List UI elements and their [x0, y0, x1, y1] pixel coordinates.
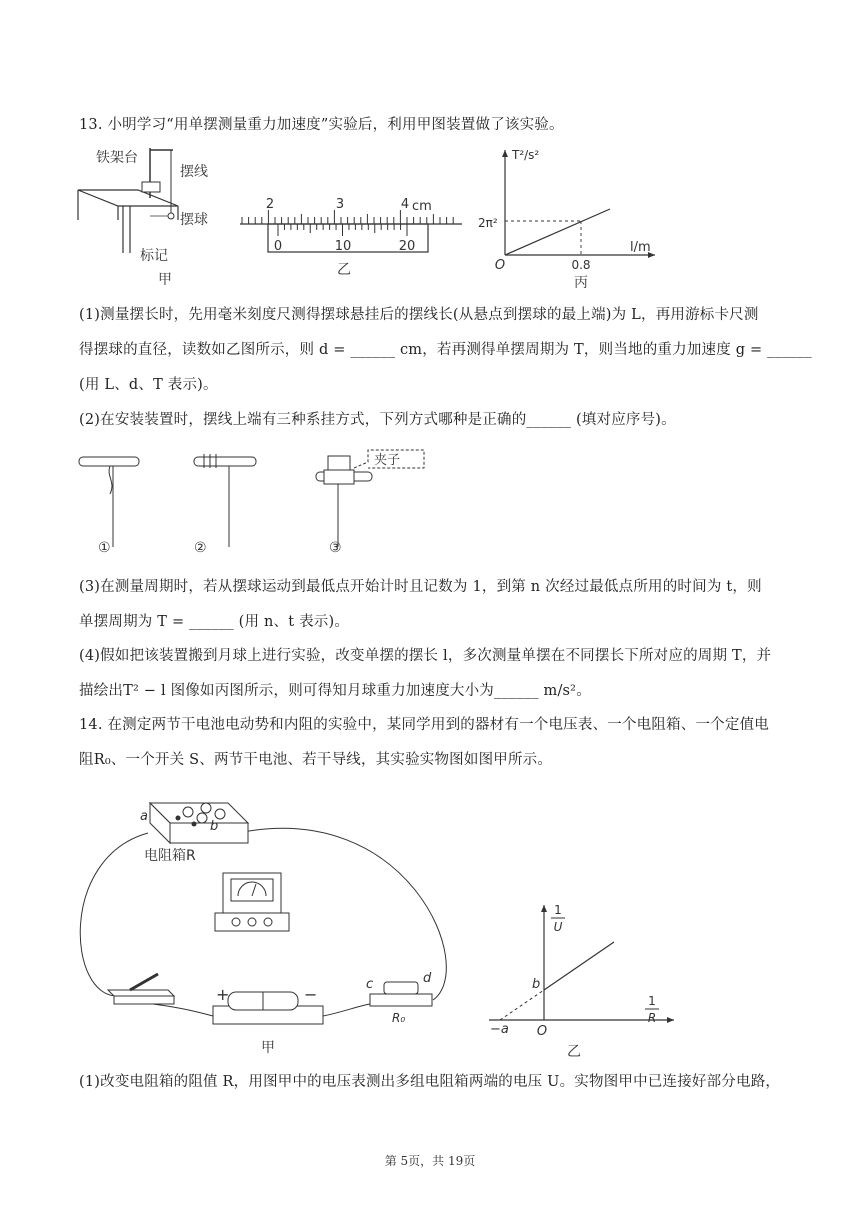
figure-circuit: [78, 768, 458, 1058]
figure-t2-l-graph: [470, 145, 670, 290]
q14-intro-line1: 14. 在测定两节干电池电动势和内阻的实验中，某同学用到的器材有一个电压表、一个电阻箱、一个定值电: [79, 717, 769, 733]
axis-x-label-l: l/m: [630, 240, 651, 255]
caption-yi-13: 乙: [337, 262, 351, 278]
page-footer: 第 5页，共 19页: [384, 1154, 476, 1168]
label-minus: −: [304, 985, 318, 1004]
figure-mount-methods: [76, 442, 436, 554]
label-string: 摆线: [180, 164, 208, 180]
x-label-num: 1: [648, 994, 656, 1008]
caption-jia-14: 甲: [261, 1040, 275, 1056]
vernier-tick-10: 10: [334, 239, 352, 254]
y-label-den: U: [553, 920, 563, 934]
figure-vernier-caliper: [240, 190, 465, 285]
caption-yi-14: 乙: [567, 1044, 581, 1060]
main-tick-2: 2: [265, 197, 275, 212]
label-b: b: [210, 819, 219, 834]
label-r0: R₀: [392, 1011, 406, 1025]
y-label-num: 1: [554, 903, 562, 917]
mount-label-2: ②: [194, 540, 207, 556]
label-clip: 夹子: [374, 453, 401, 468]
q14-intro-line2: 阻R₀、一个开关 S、两节干电池、若干导线，其实验实物图如图甲所示。: [79, 752, 553, 768]
label-iron-stand: 铁架台: [96, 150, 138, 166]
q13-part4-line2: 描绘出T² − l 图像如丙图所示，则可得知月球重力加速度大小为______ m/s²。: [79, 683, 591, 699]
axis-y-label-t2: T²/s²: [512, 148, 540, 162]
label-a: a: [140, 809, 148, 824]
caption-bing: 丙: [574, 275, 588, 291]
q13-part3-line2: 单摆周期为 T = ______ (用 n、t 表示)。: [79, 614, 350, 630]
mount-label-1: ①: [98, 540, 111, 556]
caption-jia-13: 甲: [158, 272, 172, 288]
label-c: c: [366, 977, 374, 992]
figure-pendulum-stand: [78, 138, 238, 288]
unit-cm: cm: [412, 199, 432, 214]
vernier-tick-20: 20: [398, 239, 416, 254]
q13-part1-line1: (1)测量摆长时，先用毫米刻度尺测得摆球悬挂后的摆线长(从悬点到摆球的最上端)为 L，再用游标卡尺测: [79, 307, 759, 323]
q13-part4-line1: (4)假如把该装置搬到月球上进行实验，改变单摆的摆长 l，多次测量单摆在不同摆长下所对应的周期 T，并: [79, 648, 772, 664]
main-tick-3: 3: [335, 197, 345, 212]
x-label-den: R: [647, 1011, 657, 1025]
x-mark-0.8: 0.8: [571, 258, 591, 272]
intercept-neg-a: −a: [490, 1022, 509, 1037]
q14-part1: (1)改变电阻箱的阻值 R，用图甲中的电压表测出多组电阻箱两端的电压 U。实物图甲中已连接好部分电路，: [79, 1074, 781, 1090]
label-plus: +: [216, 985, 230, 1004]
label-resistance-box: 电阻箱R: [144, 848, 196, 864]
figure-inverse-graph: [484, 900, 684, 1060]
vernier-tick-0: 0: [273, 239, 283, 254]
label-d: d: [423, 971, 432, 986]
label-ball: 摆球: [180, 212, 208, 228]
origin-o-13: O: [494, 258, 506, 273]
mount-label-3: ③: [329, 540, 342, 556]
q13-part2: (2)在安装装置时，摆线上端有三种系挂方式，下列方式哪种是正确的______ (填对应序号)。: [79, 412, 676, 428]
origin-o-14: O: [536, 1024, 548, 1039]
q13-part1-line3: (用 L、d、T 表示)。: [79, 377, 218, 393]
y-mark-2pi2: 2π²: [478, 216, 498, 230]
intercept-b: b: [532, 977, 541, 992]
q13-intro: 13. 小明学习“用单摆测量重力加速度”实验后，利用甲图装置做了该实验。: [79, 117, 564, 133]
q13-part3-line1: (3)在测量周期时，若从摆球运动到最低点开始计时且记数为 1，到第 n 次经过最低点所用的时间为 t，则: [79, 579, 762, 595]
label-mark: 标记: [140, 248, 168, 264]
q13-part1-line2: 得摆球的直径，读数如乙图所示，则 d = ______ cm，若再测得单摆周期为 T，则当地的重力加速度 g = ______: [79, 342, 812, 358]
main-tick-4: 4: [400, 197, 410, 212]
